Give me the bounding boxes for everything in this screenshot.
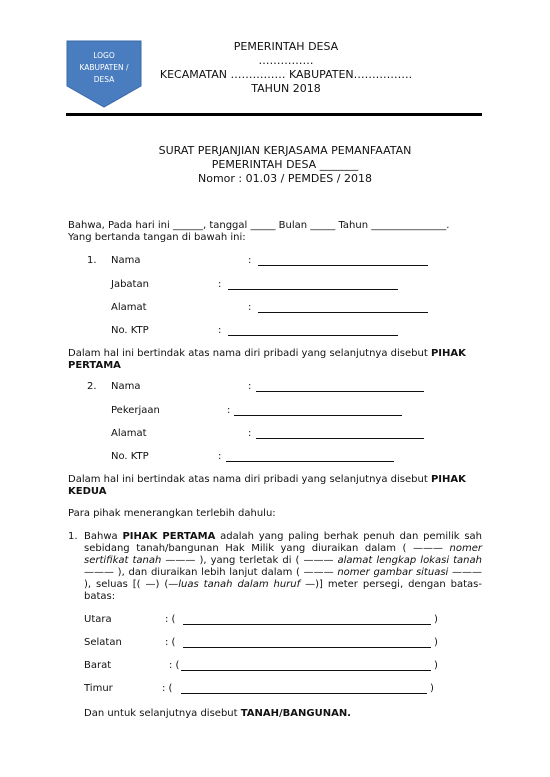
party-designation: PIHAK KEDUA <box>68 474 466 497</box>
border-separator: : ( <box>162 683 173 694</box>
kop-line-2: …………… <box>258 54 314 67</box>
clause-text-run: adalah yang paling berhak penuh dan pemilik sah sebidang tanah/bangunan Hak Milik yang diuraikan dalam ( ——— <box>84 531 483 554</box>
fill-blank-line <box>226 461 394 462</box>
header-rule <box>66 113 482 116</box>
border-separator: : ( <box>169 660 180 671</box>
party-statement-text: Dalam hal ini bertindak atas nama diri pribadi yang selanjutnya disebut <box>68 474 431 485</box>
border-label: Barat <box>84 660 112 671</box>
fill-blank-line <box>258 265 428 266</box>
field-label: Pekerjaan <box>111 405 160 416</box>
doc-title-line-2: PEMERINTAH DESA _______ <box>211 158 359 171</box>
declaration-text: Para pihak menerangkan terlebih dahulu: <box>68 508 276 519</box>
field-label: No. KTP <box>111 451 149 462</box>
closing-text <box>84 708 498 720</box>
clause-designation: PIHAK PERTAMA <box>122 531 216 542</box>
fill-blank-line <box>256 438 424 439</box>
clause-text-run: ——— ), seluas [( —) (— <box>84 567 482 590</box>
fill-blank-line <box>234 415 402 416</box>
field-colon: : <box>218 279 222 290</box>
clause-text-run: —)] meter persegi, dengan batas-batas: <box>84 579 482 602</box>
clause-placeholder: luas tanah dalam huruf <box>178 579 301 590</box>
clause-placeholder: nomer gambar situasi <box>337 567 449 578</box>
field-colon: : <box>218 325 222 336</box>
border-close: ) <box>434 614 438 625</box>
party-statement <box>68 474 482 498</box>
clause-placeholder: alamat lengkap lokasi tanah <box>337 555 482 566</box>
fill-blank-line <box>228 335 398 336</box>
border-label: Utara <box>84 614 112 625</box>
fill-blank-line <box>181 670 431 671</box>
logo-text-line: LOGO <box>93 51 115 60</box>
closing-text-run: Dan untuk selanjutnya disebut <box>84 708 241 719</box>
field-label: Alamat <box>111 302 147 313</box>
clause-text <box>84 531 482 603</box>
party-statement-text: Dalam hal ini bertindak atas nama diri pribadi yang selanjutnya disebut <box>68 348 431 359</box>
border-separator: : ( <box>165 637 176 648</box>
field-label: Nama <box>111 381 141 392</box>
field-colon: : <box>218 451 222 462</box>
logo-placeholder <box>66 40 142 108</box>
field-colon: : <box>248 381 252 392</box>
border-close: ) <box>430 683 434 694</box>
party-number: 2. <box>87 381 97 392</box>
fill-blank-line <box>228 289 398 290</box>
border-close: ) <box>434 660 438 671</box>
logo-text <box>66 50 142 86</box>
clause-placeholder: nomer sertifikat tanah <box>84 543 482 566</box>
intro-line: Bahwa, Pada hari ini ______, tanggal _____ Bulan _____ Tahun _______________. <box>68 220 450 231</box>
border-close: ) <box>434 637 438 648</box>
doc-title-line-1: SURAT PERJANJIAN KERJASAMA PEMANFAATAN <box>158 144 412 157</box>
fill-blank-line <box>256 391 424 392</box>
field-colon: : <box>248 302 252 313</box>
border-label: Timur <box>84 683 113 694</box>
field-label: Jabatan <box>111 279 149 290</box>
field-label: No. KTP <box>111 325 149 336</box>
field-colon: : <box>248 255 252 266</box>
border-separator: : ( <box>165 614 176 625</box>
intro-line: Yang bertanda tangan di bawah ini: <box>68 232 246 243</box>
kop-line-4: TAHUN 2018 <box>251 82 321 95</box>
field-label: Alamat <box>111 428 147 439</box>
kop-line-1: PEMERINTAH DESA <box>233 40 339 53</box>
fill-blank-line <box>183 624 431 625</box>
clause-text-run: ——— ), dan diuraikan lebih lanjut dalam ( ——— <box>84 567 338 578</box>
clause-text-run: ——— ), yang terletak di ( ——— <box>161 555 338 566</box>
field-label: Nama <box>111 255 141 266</box>
fill-blank-line <box>183 647 431 648</box>
fill-blank-line <box>181 693 427 694</box>
clause-number: 1. <box>68 531 78 542</box>
border-label: Selatan <box>84 637 122 648</box>
logo-text-line: KABUPATEN / <box>79 63 129 72</box>
doc-number: Nomor : 01.03 / PEMDES / 2018 <box>198 172 372 185</box>
party-designation: PIHAK PERTAMA <box>68 348 466 371</box>
closing-designation: TANAH/BANGUNAN. <box>240 708 351 719</box>
fill-blank-line <box>258 312 428 313</box>
party-number: 1. <box>87 255 97 266</box>
clause-text-run: Bahwa <box>84 531 123 542</box>
field-colon: : <box>248 428 252 439</box>
party-statement <box>68 348 482 372</box>
logo-text-line: DESA <box>93 75 115 84</box>
field-colon: : <box>227 405 231 416</box>
kop-line-3: KECAMATAN …………… KABUPATEN……………. <box>159 68 413 81</box>
